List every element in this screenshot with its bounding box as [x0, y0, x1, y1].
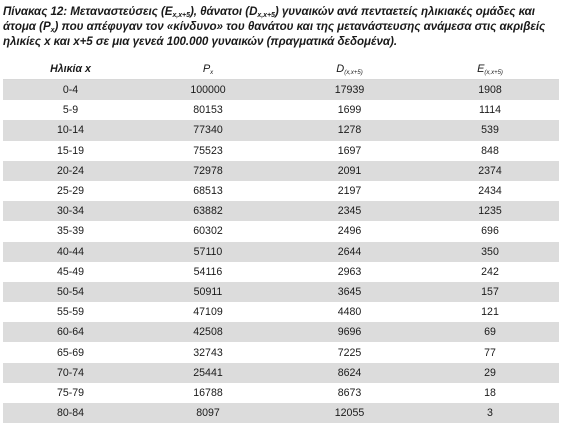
cell-age: 30-34	[3, 201, 138, 221]
cell-p: 42508	[138, 322, 278, 342]
cell-p: 80153	[193, 104, 223, 117]
data-table	[3, 59, 559, 423]
cell-age: 45-49	[56, 265, 85, 278]
cell-p: 47109	[193, 306, 223, 319]
cell-p: 72978	[138, 161, 278, 181]
table-row	[3, 282, 559, 302]
cell-p: 68513	[193, 185, 223, 198]
table-row	[3, 201, 559, 221]
cell-e: 2374	[421, 161, 559, 181]
header-p-subscript: x	[210, 70, 214, 76]
cell-e: 18	[484, 386, 496, 399]
cell-e: 696	[481, 225, 499, 238]
cell-age: 15-19	[56, 144, 85, 157]
header-e-subscript: (x,x+5)	[484, 70, 503, 76]
cell-d: 8673	[337, 386, 362, 399]
cell-e: 848	[481, 144, 499, 157]
caption-text-4: ) που απέφυγαν τον «κίνδυνο» του θανάτου και της μετανάστευσης ανάμεσα στις ακριβείς ηλικίες x και x+5 σε μια γενεά 100.000 γυναικών (πραγματικά δεδομένα).	[3, 20, 546, 48]
cell-p: 32743	[193, 346, 223, 359]
cell-d: 1697	[337, 144, 362, 157]
cell-e: 77	[484, 346, 496, 359]
cell-d: 1699	[337, 104, 362, 117]
cell-age: 20-24	[3, 161, 138, 181]
caption-d-subscript: x,x+5	[257, 12, 275, 19]
cell-d: 2091	[278, 161, 421, 181]
cell-d: 2345	[278, 201, 421, 221]
cell-p: 100000	[138, 80, 278, 101]
header-d-symbol: D	[336, 63, 345, 75]
table-row	[3, 141, 559, 161]
cell-e: 157	[421, 282, 559, 302]
caption-p-symbol: P	[42, 20, 51, 33]
table-header-row	[3, 59, 559, 80]
cell-d: 12055	[278, 403, 421, 423]
table-caption	[3, 4, 559, 49]
cell-d: 2197	[337, 185, 362, 198]
table-row	[3, 221, 559, 241]
cell-age: 0-4	[3, 80, 138, 101]
cell-e: 69	[421, 322, 559, 342]
table-row	[3, 100, 559, 120]
cell-d: 3645	[278, 282, 421, 302]
cell-p: 25441	[138, 363, 278, 383]
cell-age: 10-14	[3, 120, 138, 140]
cell-d: 7225	[337, 346, 362, 359]
table-row	[3, 342, 559, 362]
caption-text-1: Πίνακας 12: Μεταναστεύσεις (	[3, 5, 165, 18]
cell-age: 35-39	[56, 225, 85, 238]
cell-p: 54116	[193, 265, 223, 278]
cell-age: 60-64	[3, 322, 138, 342]
caption-e-symbol: E	[164, 5, 173, 18]
cell-e: 3	[421, 403, 559, 423]
table-row	[3, 383, 559, 403]
cell-age: 75-79	[56, 386, 85, 399]
cell-d: 8624	[278, 363, 421, 383]
header-d-subscript: (x,x+5)	[344, 70, 363, 76]
cell-p: 77340	[138, 120, 278, 140]
caption-text-3: ) γυναικών ανά πενταετείς ηλικιακές ομάδες και άτομα (	[3, 5, 535, 33]
cell-age: 65-69	[56, 346, 85, 359]
cell-e: 29	[421, 363, 559, 383]
caption-text-2: ), θάνατοι (	[189, 5, 250, 18]
table-row	[3, 120, 559, 140]
table-row	[3, 161, 559, 181]
cell-p: 16788	[193, 386, 223, 399]
caption-e-subscript: x,x+5	[172, 12, 190, 19]
cell-e: 1114	[479, 104, 501, 117]
cell-p: 50911	[138, 282, 278, 302]
header-d	[278, 59, 421, 80]
cell-d: 4480	[337, 306, 362, 319]
table-row	[3, 302, 559, 322]
header-e-symbol: E	[477, 63, 485, 75]
cell-d: 9696	[278, 322, 421, 342]
table-row	[3, 363, 559, 383]
header-e	[421, 59, 559, 80]
cell-age: 70-74	[3, 363, 138, 383]
cell-e: 539	[421, 120, 559, 140]
cell-age: 55-59	[56, 306, 85, 319]
cell-d: 17939	[278, 80, 421, 101]
cell-p: 60302	[193, 225, 223, 238]
table-row	[3, 242, 559, 262]
header-age: Ηλικία x	[3, 59, 138, 80]
table-row	[3, 403, 559, 423]
header-p-symbol: P	[202, 63, 211, 75]
cell-p: 63882	[138, 201, 278, 221]
cell-age: 5-9	[62, 104, 79, 117]
cell-d: 2496	[337, 225, 362, 238]
table-row	[3, 80, 559, 101]
cell-age: 25-29	[56, 185, 85, 198]
table-row	[3, 262, 559, 282]
cell-d: 1278	[278, 120, 421, 140]
cell-age: 50-54	[3, 282, 138, 302]
table-row	[3, 181, 559, 201]
cell-d: 2644	[278, 242, 421, 262]
header-p	[138, 59, 278, 80]
cell-e: 1908	[421, 80, 559, 101]
cell-age: 80-84	[3, 403, 138, 423]
caption-d-symbol: D	[249, 5, 258, 18]
table-row	[3, 322, 559, 342]
cell-e: 121	[481, 306, 499, 319]
cell-p: 57110	[138, 242, 278, 262]
cell-d: 2963	[337, 265, 362, 278]
cell-e: 350	[421, 242, 559, 262]
cell-e: 242	[481, 265, 499, 278]
caption-p-subscript: x	[50, 27, 55, 34]
cell-age: 40-44	[3, 242, 138, 262]
cell-p: 75523	[193, 144, 223, 157]
cell-e: 1235	[421, 201, 559, 221]
cell-e: 2434	[478, 185, 502, 198]
cell-p: 8097	[138, 403, 278, 423]
